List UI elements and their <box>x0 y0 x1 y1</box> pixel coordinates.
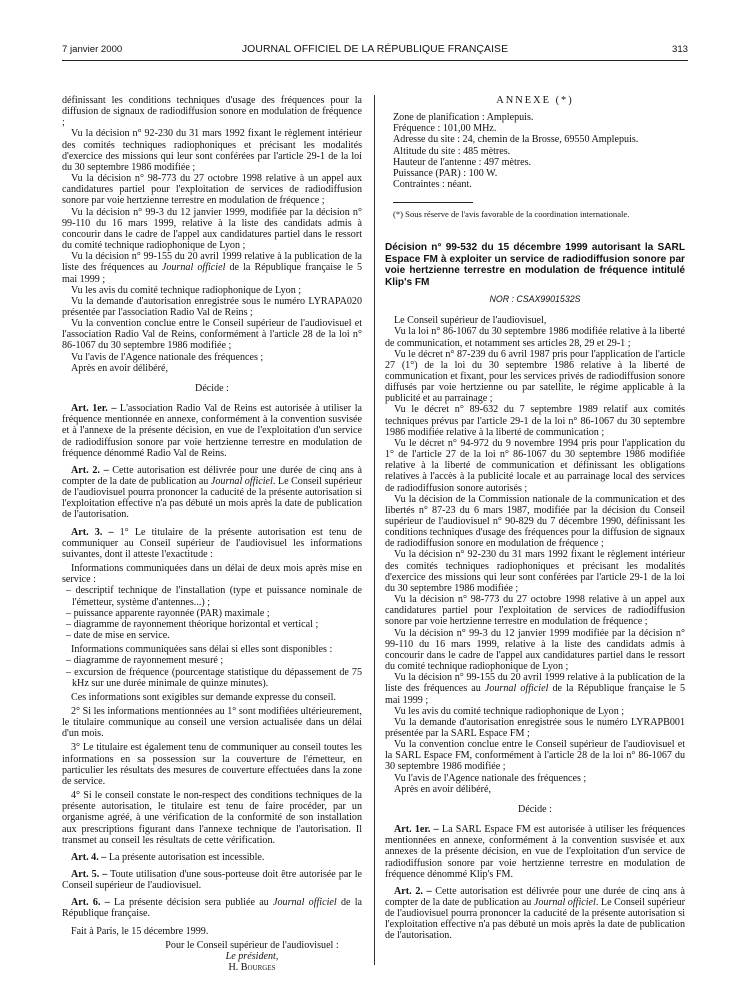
journal-officiel-ref: Journal officiel <box>161 262 226 274</box>
article-5 <box>62 869 362 891</box>
paragraph: Vu les avis du comité technique radiophonique de Lyon ; <box>71 284 302 296</box>
header-date: 7 janvier 2000 <box>62 44 123 55</box>
header-page-number: 313 <box>671 44 688 55</box>
paragraph: Vu la décision n° 98-773 du 27 octobre 1998 relative à un appel aux candidatures partiel pour l'exploitation de services de radiodiffusion sonore par voie hertzienne terrestre en modulation de fréquence ; <box>385 594 685 628</box>
paragraph: Vu la loi n° 86-1067 du 30 septembre 1986 modifiée relative à la liberté de communication, et notamment ses articles 28, 29 et 29-1 ; <box>385 326 685 349</box>
signing-date: Fait à Paris, le 15 décembre 1999. <box>71 925 209 937</box>
paragraph: Vu la décision n° 92-230 du 31 mars 1992 fixant le règlement intérieur des comités techniques radiophoniques et précisant les modalités d'exercice des missions qui leur sont conférées par l'article 29-1 de la loi du 30 septembre 1986 modifiée ; <box>385 549 685 594</box>
paragraph: 2° Si les informations mentionnées au 1° sont modifiées ultérieurement, le titulaire communique au conseil une version actualisée dans un délai d'un mois. <box>62 705 362 740</box>
article-text: L'association Radio Val de Reins est autorisée à utiliser la fréquence mentionnée en annexe, conformément à la convention susvisée et à l'annexe de la présente décision, en vue de l'exploitation d'un service de radiodiffusion sonore par voie hertzienne terrestre en modulation de fréquence dénommé Radio Val de Reins. <box>62 403 362 459</box>
annex-line: Puissance (PAR) : 100 W. <box>393 167 498 179</box>
page-header <box>62 44 688 60</box>
decide-heading: Décide : <box>518 803 552 815</box>
list-item: – descriptif technique de l'installation (type et puissance nominale de l'émetteur, système d'antennes...) ; <box>66 585 362 608</box>
list-item: – excursion de fréquence (pourcentage statistique du dépassement de 75 kHz sur une durée minimale de quinze minutes). <box>66 666 362 689</box>
article-text: Cette autorisation est délivrée pour une durée de cinq ans à compter de la date de publication au <box>385 885 685 908</box>
journal-officiel-ref: Journal officiel <box>210 476 273 487</box>
article-text: . Le Conseil supérieur de l'audiovisuel pourra prononcer la caducité de la présente autorisation si l'exploitation effective n'a pas débuté un mois après la date de publication de l'autorisation. <box>62 476 363 521</box>
article-2 <box>385 886 685 942</box>
article-label: Art. 4. – <box>71 851 107 863</box>
article-label: Art. 2. – <box>394 885 432 897</box>
paragraph: Vu la convention conclue entre le Conseil supérieur de l'audiovisuel et l'association Radio Val de Reins, conformément à l'article 28 de la loi n° 86-1067 du 30 septembre 1986 modifiée ; <box>62 318 362 352</box>
annex-line: Contraintes : néant. <box>393 179 472 191</box>
article-label: Art. 3. – <box>71 526 114 538</box>
list-item: – puissance apparente rayonnée (PAR) maximale ; <box>66 607 270 619</box>
column-divider <box>374 95 375 965</box>
paragraph: Après en avoir délibéré, <box>71 362 168 374</box>
paragraph: Vu la décision de la Commission nationale de la communication et des libertés n° 87-23 du 6 mars 1987, modifiée par la décision du Conseil supérieur de l'audiovisuel n° 90-829 du 7 décembre 1990, définissant les conditions techniques d'usage des fréquences pour la diffusion de signaux de radiodiffusion sonore en modulation de fréquence ; <box>385 493 685 550</box>
article-text: La présente décision sera publiée au <box>109 897 273 909</box>
article-text: 1° Le titulaire de la présente autorisation est tenu de communiquer au Conseil supérieur de l'audiovisuel les informations suivantes, dont il atteste l'exactitude : <box>62 526 362 560</box>
journal-officiel-ref: Journal officiel <box>273 897 337 909</box>
paragraph: Après en avoir délibéré, <box>394 783 491 795</box>
paragraph: Vu les avis du comité technique radiophonique de Lyon ; <box>394 705 625 717</box>
article-text: . Le Conseil supérieur de l'audiovisuel pourra prononcer la caducité de la présente autorisation si l'exploitation effective n'a pas débuté un mois après la date de publication de l'autorisation. <box>385 897 686 942</box>
article-6 <box>62 897 362 919</box>
paragraph: Vu la décision n° 99-3 du 12 janvier 1999, modifiée par la décision n° 99-110 du 16 mars 1999, relative à la liste des candidats admis à concourir dans le cadre de l'appel aux candidatures partiel dans le ressort du comité technique radiophonique de Lyon ; <box>62 206 362 252</box>
paragraph: Vu la décision n° 99-3 du 12 janvier 1999 modifiée par la décision n° 99-110 du 16 mars 1999, relative à la liste des candidats admis à concourir dans le cadre de l'appel aux candidatures partiel dans le ressort du comité technique radiophonique de Lyon ; <box>385 627 685 673</box>
annex-line: Zone de planification : Amplepuis. <box>393 112 534 124</box>
list-item: – diagramme de rayonnement théorique horizontal et vertical ; <box>66 618 319 630</box>
header-rule <box>62 60 688 61</box>
info-list <box>62 585 362 641</box>
article-label: Art. 1er. – <box>394 824 439 836</box>
signature-title <box>62 951 362 962</box>
paragraph: Vu la décision n° 92-230 du 31 mars 1992 fixant le règlement intérieur des comités techniques radiophoniques et précisant les modalités d'exercice des missions qui leur sont conférées par l'article 29-1 de la loi du 30 septembre 1986 modifiée ; <box>62 128 362 173</box>
article-label: Art. 6. – <box>71 897 110 909</box>
text: Vu la décision n° 99-155 du 20 avril 1999 relative à la publication de la liste des fréquences au <box>385 672 685 695</box>
paragraph: Vu le décret n° 87-239 du 6 avril 1987 pris pour l'application de l'article 27 (1°) de la loi du 30 septembre 1986 relative à la liberté de communication et fixant, pour les services privés de radiodiffusion sonore diffusés par voie hertzienne ou par satellite, le régime applicable à la publicité et au parrainage ; <box>385 348 685 405</box>
paragraph: définissant les conditions techniques d'usage des fréquences pour la diffusion de signaux de radiodiffusion sonore en modulation de fréquence ; <box>62 95 362 129</box>
paragraph: Vu la décision n° 98-773 du 27 octobre 1998 relative à un appel aux candidatures partiel pour l'exploitation de services de radiodiffusion sonore par voie hertzienne terrestre en modulation de fréquence ; <box>62 173 362 207</box>
right-column <box>385 95 685 942</box>
paragraph: Vu l'avis de l'Agence nationale des fréquences ; <box>71 351 264 363</box>
annex-line: Fréquence : 101,00 MHz. <box>393 123 497 135</box>
decision-title: Décision n° 99-532 du 15 décembre 1999 autorisant la SARL Espace FM à exploiter un service de radiodiffusion sonore par voie hertzienne terrestre en modulation de fréquence intitulé Klip's FM <box>385 242 685 288</box>
paragraph: Informations communiquées sans délai si elles sont disponibles : <box>71 644 333 656</box>
article-text: La SARL Espace FM est autorisée à utiliser les fréquences mentionnées en annexe, conformément à la convention susvisée et aux annexes de la présente décision, en vue de l'exploitation d'un service de radiodiffusion sonore par voie hertzienne terrestre en modulation de fréquence dénommé Klip's FM. <box>385 824 685 880</box>
footnote-rule <box>393 202 473 203</box>
signatory-name: H. Bourges <box>228 962 276 974</box>
list-item: – date de mise en service. <box>66 630 170 642</box>
text: Vu la décision n° 99-155 du 20 avril 1999 relative à la publication de la liste des fréquences au <box>62 251 362 274</box>
article-3 <box>62 527 362 560</box>
paragraph: Le Conseil supérieur de l'audiovisuel, <box>394 315 547 327</box>
nor-reference: NOR : CSAX9901532S <box>489 294 581 305</box>
annex-line: Adresse du site : 24, chemin de la Brosse, 69550 Amplepuis. <box>393 134 639 146</box>
article-label: Art. 5. – <box>71 869 108 880</box>
annex-line: Altitude du site : 485 mètres. <box>393 145 511 157</box>
article-label: Art. 2. – <box>71 464 109 476</box>
annex-title: ANNEXE (*) <box>496 95 574 106</box>
paragraph: Vu le décret n° 89-632 du 7 septembre 1989 relatif aux comités techniques prévus par l'article 29-1 de la loi n° 86-1067 du 30 septembre 1986 modifiée relative à la liberté de communication ; <box>385 404 685 438</box>
signature-line: Pour le Conseil supérieur de l'audiovisuel : <box>165 939 339 951</box>
text: de la République française le 5 mai 1999 ; <box>62 262 362 285</box>
journal-officiel-ref: Journal officiel <box>484 683 549 695</box>
paragraph: Informations communiquées dans un délai de deux mois après mise en service : <box>62 563 362 586</box>
article-2 <box>62 465 362 521</box>
annex-line: Hauteur de l'antenne : 497 mètres. <box>393 156 532 168</box>
paragraph: Ces informations sont exigibles sur demande expresse du conseil. <box>71 691 336 703</box>
paragraph: Vu l'avis de l'Agence nationale des fréquences ; <box>394 772 587 784</box>
article-text: Toute utilisation d'une sous-porteuse doit être autorisée par le Conseil supérieur de l'audiovisuel. <box>62 869 362 892</box>
paragraph: Vu la demande d'autorisation enregistrée sous le numéro LYRAPA020 présentée par l'association Radio Val de Reins ; <box>62 295 362 318</box>
info-list <box>62 655 362 688</box>
article-4 <box>62 852 362 863</box>
left-column <box>62 95 362 973</box>
article-text: de la République française. <box>62 897 363 920</box>
article-label: Art. 1er. – <box>71 403 117 415</box>
paragraph <box>62 251 362 284</box>
list-item: – diagramme de rayonnement mesuré ; <box>66 655 224 667</box>
footnote: (*) Sous réserve de l'avis favorable de la coordination internationale. <box>393 209 630 220</box>
decide-heading: Décide : <box>195 382 229 394</box>
text: de la République française le 5 mai 1999 ; <box>385 683 685 706</box>
article-text: Cette autorisation est délivrée pour une durée de cinq ans à compter de la date de publication au <box>62 464 362 487</box>
journal-officiel-ref: Journal officiel <box>533 897 596 908</box>
paragraph: Vu la convention conclue entre le Conseil supérieur de l'audiovisuel et la SARL Espace FM, conformément à l'article 28 de la loi n° 86-1067 du 30 septembre 1986 modifiée ; <box>385 739 685 773</box>
paragraph: Vu le décret n° 94-972 du 9 novembre 1994 pris pour l'application du 1° de l'article 27 de la loi n° 86-1067 du 30 septembre 1986 modifiée relative à la liberté de communication et définissant les obligations relatives à l'accès à la publicité locale et au parrainage local des services de radiodiffusion sonore autorisés ; <box>385 437 685 494</box>
paragraph: 3° Le titulaire est également tenu de communiquer au conseil toutes les informations en sa possession sur la couverture de l'émetteur, en particulier les résultats des mesures de couverture effectuées dans la zone de service. <box>62 742 362 787</box>
paragraph: Vu la demande d'autorisation enregistrée sous le numéro LYRAPB001 présentée par la SARL Espace FM ; <box>385 716 685 739</box>
article-1 <box>385 824 685 880</box>
signatory-title: Le président, <box>225 950 279 962</box>
article-1 <box>62 403 362 459</box>
paragraph: 4° Si le conseil constate le non-respect des conditions techniques de la présente autorisation, le titulaire est tenu de faire procéder, par un organisme agréé, à une vérification de la conformité de son installation aux prescriptions figurant dans l'annexe technique de l'autorisation. Il transmet au conseil les résultats de cette vérification. <box>62 790 362 846</box>
article-text: La présente autorisation est incessible. <box>106 851 265 863</box>
header-journal-title: JOURNAL OFFICIEL DE LA RÉPUBLIQUE FRANÇAISE <box>241 44 509 55</box>
paragraph <box>385 672 685 705</box>
